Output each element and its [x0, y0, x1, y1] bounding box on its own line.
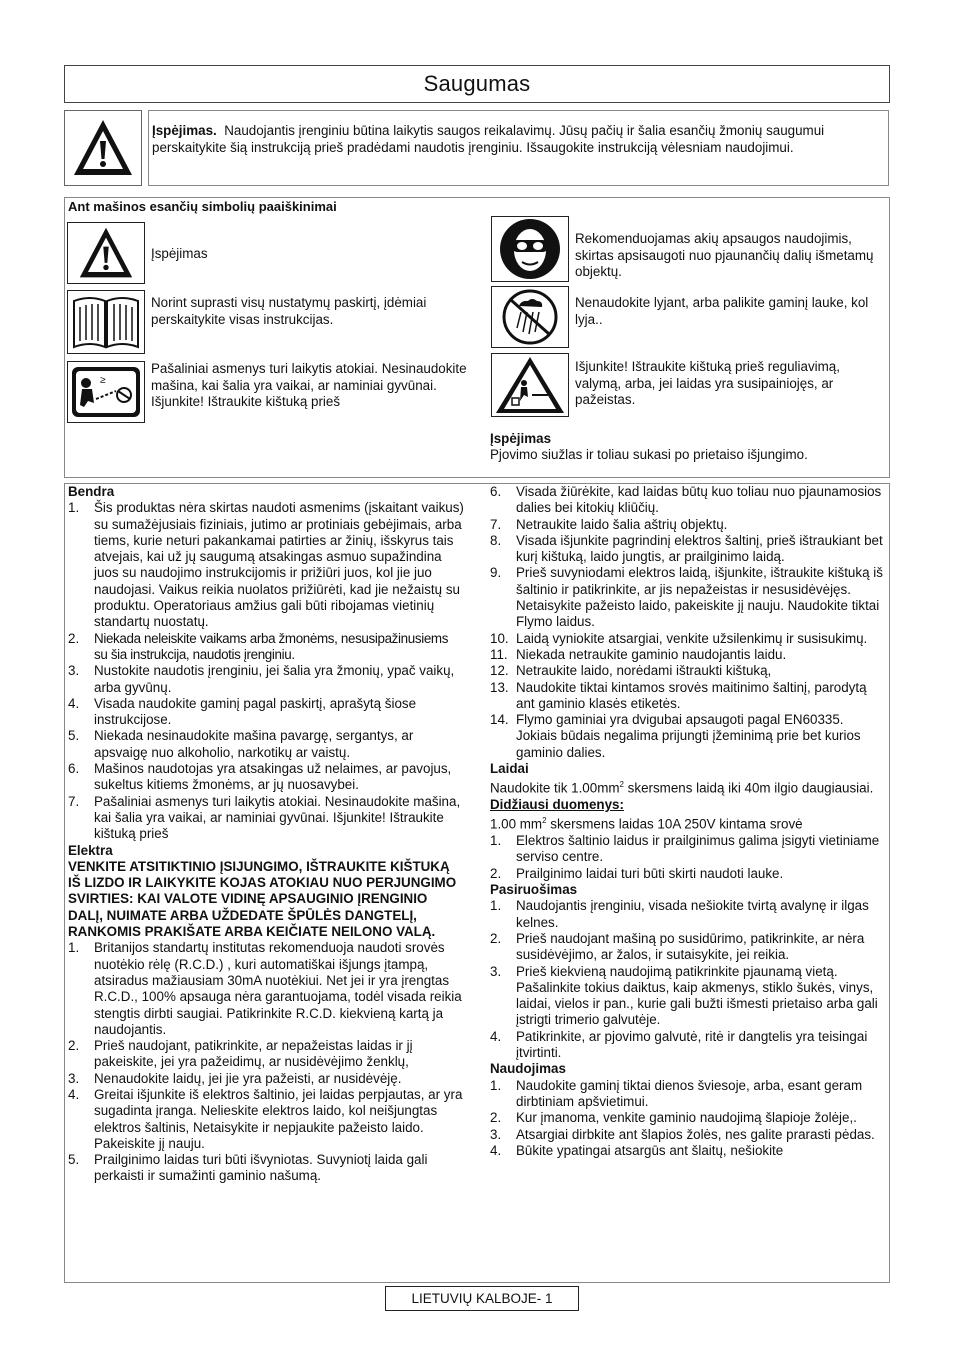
symbol-text: Išjunkite! Ištraukite kištuką prieš reguliavimą, valymą, arba, jei laidas yra susipainiojęs, ar pažeistas. — [575, 359, 840, 407]
list-item: 14. Flymo gaminiai yra dvigubai apsaugoti pagal EN60335. Jokiais būdais negalima prijungti įžeminimą prie bet kurios gaminio dalies. — [490, 712, 861, 760]
symbols-note-text: Pjovimo siužlas ir toliau sukasi po prietaiso išjungimo. — [490, 447, 808, 462]
list-item: 3. Nenaudokite laidų, jei jie yra pažeisti, ar nusidėvėję. — [68, 1070, 402, 1086]
list-item: 3. Prieš kiekvieną naudojimą patikrinkite pjaunamą vietą. Pašalinkite tokius daiktus, kaip akmenys, stiklo šukės, vinys, laidai, vielos ir pan., kurie gali bužti išmesti prietaiso arba gali įstrigti trimerio galvutėje. — [490, 963, 878, 1028]
list-item: 3. Atsargiai dirbkite ant šlapios žolės, nes galite prarasti pėdas. — [490, 1126, 875, 1142]
list-item: 1. Britanijos standartų institutas rekomenduoja naudoti srovės nuotėkio rėlę (R.C.D.) , kuri automatiškai išjungs įtampą, atsiradus mažiausiam 30mA nuotėkiui. Net jei ir yra įrengtas R.C.D., 100% apsauga nėra garantuojama, todėl visada reikia stengtis dirbti saugiai. Patikrinkite R.C.D. kiekvieną kartą ja naudojantis. — [68, 940, 462, 1037]
usage-list — [490, 1078, 886, 1159]
list-item: 10. Laidą vyniokite atsargiai, venkite užsilenkimų ir susisukimų. — [490, 630, 868, 646]
list-item: 2. Prieš naudojant mašiną po susidūrimo, patikrinkite, ar nėra susidėvėjimo, ar žalos, ir sutaisykite, jei reikia. — [490, 930, 865, 963]
bystanders-icon — [70, 365, 142, 419]
list-item: 9. Prieš suvyniodami elektros laidą, išjunkite, ištraukite kištuką iš šaltinio ir patikrinkite, ar jis nepažeistas ir nesusidėvėjęs. Netaisykite pažeisto laido, pakeiskite jį nauju. Naudokite tiktai Flymo laidus. — [490, 565, 883, 630]
no-rain-icon — [499, 288, 561, 346]
warning-label: Įspėjimas. — [152, 123, 217, 138]
list-item: 2. Prailginimo laidai turi būti skirti naudoti lauke. — [490, 865, 784, 881]
symbol-manual — [67, 290, 145, 354]
eye-protection-icon — [498, 218, 562, 280]
list-item: 8. Visada išjunkite pagrindinį elektros šaltinį, prieš ištraukiant bet kurį kištuką, laido jungtis, ar prailginimo laidą. — [490, 532, 883, 565]
page-title: Saugumas — [423, 71, 531, 96]
list-item: 1. Elektros šaltinio laidus ir prailginimus galima įsigyti vietiniame serviso centre. — [490, 833, 880, 865]
unplug-icon — [494, 355, 566, 415]
list-item: 2. Kur įmanoma, venkite gaminio naudojimą šlapioje žolėje,. — [490, 1110, 857, 1126]
cord-list — [490, 833, 886, 882]
electrical-list-continued — [490, 484, 886, 761]
symbol-eye-protection — [491, 216, 569, 282]
warning-text: Naudojantis įrenginiu būtina laikytis saugos reikalavimų. Jūsų pačių ir šalia esančių žmonių saugumui perskaitykite šią instrukciją prieš pradėdami naudotis įrenginiu. Išsaugokite instrukciją vėlesniam naudojimui. — [152, 123, 825, 155]
page-footer: LIETUVIŲ KALBOJE- 1 — [385, 1286, 579, 1311]
symbol-text: Pašaliniai asmenys turi laikytis atokiai. Nesinaudokite mašina, kai šalia yra vaikai, ar naminiai gyvūnai. Išjunkite! Ištraukite kištuką prieš — [151, 361, 467, 409]
symbol-text: Norint suprasti visų nustatymų paskirtį, įdėmiai perskaitykite visas instrukcijas. — [151, 295, 427, 327]
symbol-bystanders — [67, 361, 145, 423]
list-item: 2. Niekada neleiskite vaikams arba žmonėms, nesusipažinusiems su šia instrukcija, naudotis įrenginiu. — [68, 630, 449, 662]
bendra-list — [68, 500, 464, 842]
section-heading-max-data: Didžiausi duomenys: — [490, 797, 624, 813]
list-item: 4. Patikrinkite, ar pjovimo galvutė, ritė ir dangtelis yra teisingai įtvirtinti. — [490, 1028, 868, 1061]
list-item: 6. Visada žiūrėkite, kad laidas būtų kuo toliau nuo pjaunamosios dalies bei kitokių kliūčių. — [490, 484, 882, 516]
list-item: 3. Nustokite naudotis įrenginiu, jei šalia yra žmonių, ypač vaikų, arba gyvūnų. — [68, 663, 455, 695]
manual-book-icon — [70, 293, 142, 351]
laidai-text: Naudokite tik $1.00mm^2$ skersmens laidą iki 40m ilgio daugiausiai. — [490, 780, 874, 796]
symbols-note-label: Įspėjimas — [490, 431, 552, 446]
list-item: 1. Naudokite gaminį tiktai dienos šviesoje, arba, esant geram dirbtiniam apšvietimui. — [490, 1077, 863, 1109]
list-item: 4. Greitai išjunkite iš elektros šaltinio, jei laidas perpjautas, ar yra sugadinta įranga. Nelieskite elektros laido, kol neišjungtas elektros šaltinis, Netaisykite ir nepjaukite pažeisto laido. Pakeiskite jį nauju. — [68, 1086, 463, 1151]
elektra-caps-warning: VENKITE ATSITIKTINIO ĮSIJUNGIMO, IŠTRAUKITE KIŠTUKĄ IŠ LIZDO IR LAIKYKITE KOJAS ATOKIAU NUO PERJUNGIMO SVIRTIES: KAI VALOTE VIDINĘ APSAUGINIO ĮRENGINIO DALĮ, NUIMATE ARBA UŽDEDATE ŠPŪLĖS DANGTELĮ, RANKOMIS PRAKIŠATE ARBA KEIČIATE NEILONO VALĄ. — [68, 858, 457, 940]
warning-icon-box — [64, 110, 142, 186]
warning-triangle-icon — [76, 225, 136, 281]
list-item: 1. Naudojantis įrenginiu, visada nešiokite tvirtą avalynę ir ilgas kelnes. — [490, 898, 869, 930]
list-item: 1. Šis produktas nėra skirtas naudoti asmenims (įskaitant vaikus) su sumažėjusiais fiziniais, jutimo ar protiniais gebėjimais, arba tiems, kurie neturi pakankamai patirties ar žinių, išskyrus tais atvejais, kai už jų saugumą atsakingas asmuo supažindina juos su naudojimo instrukcijomis ir prižiūri juos, kol jie juo naudojasi. Vaikus reikia nuolatos prižiūrėti, kad jie nežaistų su produktu. Operatoriaus amžius gali būti ribojamas vietinių standartų nuostatų. — [68, 500, 464, 630]
section-heading-laidai: Laidai — [490, 761, 529, 777]
list-item: 4. Būkite ypatingai atsargūs ant šlaitų, nešiokite — [490, 1142, 784, 1158]
right-column — [490, 484, 886, 1159]
list-item: 7. Pašaliniai asmenys turi laikytis atokiai. Nesinaudokite mašina, kai šalia yra vaikai, ar naminiai gyvūnai. Išjunkite! Ištraukite kištuką prieš — [68, 793, 461, 842]
warning-text-box — [148, 110, 889, 186]
list-item: 13. Naudokite tiktai kintamos srovės maitinimo šaltinį, parodytą ant gaminio klasės etiketės. — [490, 679, 867, 711]
list-item: 7. Netraukite laido šalia aštrių objektų. — [490, 516, 728, 532]
list-item: 5. Niekada nesinaudokite mašina pavargę, sergantys, ar apsvaigę nuo alkoholio, narkotikų ar vaistų. — [68, 728, 414, 760]
symbol-text: Įspėjimas — [151, 246, 208, 261]
section-heading-bendra: Bendra — [68, 484, 115, 499]
symbol-warning — [67, 222, 145, 284]
preparation-list — [490, 898, 886, 1061]
title-box — [64, 65, 890, 103]
max-data-text: 1.00 $mm^2$ skersmens laidas 10A 250V kintama srovė — [490, 816, 803, 832]
symbol-text: Rekomenduojamas akių apsaugos naudojimis, skirtas apsisaugoti nuo pjaunančių dalių išmetamų objektų. — [575, 231, 874, 279]
warning-triangle-icon — [71, 117, 135, 179]
list-item: 12. Netraukite laido, norėdami ištraukti kištuką, — [490, 663, 772, 679]
list-item: 5. Prailginimo laidas turi būti išvyniotas. Suvyniotį laida gali perkaisti ir sumažinti gaminio našumą. — [68, 1152, 428, 1184]
elektra-list — [68, 940, 464, 1184]
list-item: 4. Visada naudokite gaminį pagal paskirtį, aprašytą šiose instrukcijose. — [68, 695, 417, 728]
section-heading-naudojimas: Naudojimas — [490, 1061, 566, 1077]
list-item: 2. Prieš naudojant, patikrinkite, ar nepažeistas laidas ir jį pakeiskite, jei yra pažeidimų, ar nusidėvėjimo ženklų, — [68, 1038, 413, 1070]
left-column — [68, 484, 464, 1185]
symbol-unplug — [491, 353, 569, 417]
symbol-no-rain — [491, 286, 569, 348]
list-item: 11. Niekada netraukite gaminio naudojantis laidu. — [490, 646, 787, 662]
section-heading-elektra: Elektra — [68, 842, 113, 858]
symbols-heading: Ant mašinos esančių simbolių paaiškinimai — [68, 199, 337, 214]
symbol-text: Nenaudokite lyjant, arba palikite gaminį lauke, kol lyja.. — [575, 295, 869, 327]
list-item: 6. Mašinos naudotojas yra atsakingas už nelaimes, ar pavojus, sukeltus kitiems žmonėms, ar jų nuosavybei. — [68, 761, 452, 793]
svg-text:≥: ≥ — [100, 375, 106, 386]
section-heading-pasiruosimas: Pasiruošimas — [490, 882, 578, 898]
